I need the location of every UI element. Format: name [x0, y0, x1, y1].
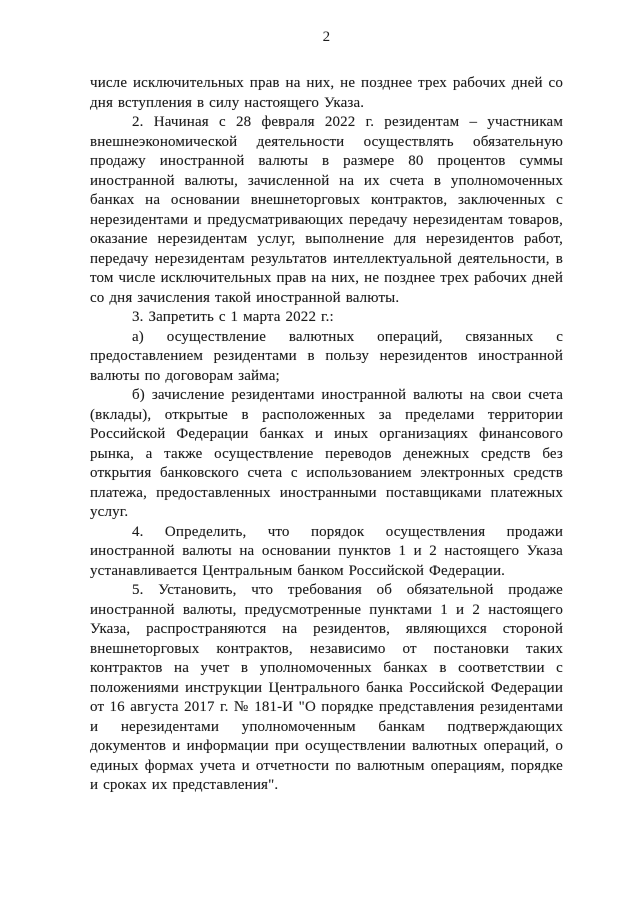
paragraph-item-4: 4. Определить, что порядок осуществления продажи иностранной валюты на основании пунктов 1 и 2 настоящего Указа устанавливается Центральным банком Российской Федерации.	[90, 523, 563, 579]
document-body	[90, 74, 563, 796]
page-number: 2	[322, 29, 331, 45]
paragraph-item-2: 2. Начиная с 28 февраля 2022 г. резидентам – участникам внешнеэкономической деятельности осуществлять обязательную продажу иностранной валюты в размере 80 процентов суммы иностранной валюты, зачисленной на их счета в уполномоченных банках на основании внешнеторговых контрактов, заключенных с нерезидентами и предусматривающих передачу нерезидентам товаров, оказание нерезидентам услуг, выполнение для нерезидентов работ, передачу нерезидентам результатов интеллектуальной деятельности, в том числе исключительных прав на них, не позднее трех рабочих дней со дня зачисления такой иностранной валюты.	[90, 114, 563, 306]
paragraph-item-3b: б) зачисление резидентами иностранной валюты на свои счета (вклады), открытые в расположенных за пределами территории Российской Федерации банках и иных организациях финансового рынка, а также осуществление переводов денежных средств без открытия банковского счета с использованием электронных средств платежа, предоставленных иностранными поставщиками платежных услуг.	[90, 387, 563, 520]
paragraph-item-5: 5. Установить, что требования об обязательной продаже иностранной валюты, предусмотренные пунктами 1 и 2 настоящего Указа, распространяются на резидентов, являющихся стороной внешнеторговых контрактов, независимо от постановки таких контрактов на учет в уполномоченных банках в соответствии с положениями инструкции Центрального банка Российской Федерации от 16 августа 2017 г. № 181-И "О порядке представления резидентами и нерезидентами уполномоченным банкам подтверждающих документов и информации при осуществлении валютных операций, о единых формах учета и отчетности по валютным операциям, порядке и сроках их представления".	[90, 582, 563, 793]
paragraph-continuation: числе исключительных прав на них, не позднее трех рабочих дней со дня вступления в силу настоящего Указа.	[90, 75, 563, 111]
paragraph-item-3: 3. Запретить с 1 марта 2022 г.:	[132, 309, 334, 325]
paragraph-item-3a: а) осуществление валютных операций, связанных с предоставлением резидентами в пользу нерезидентов иностранной валюты по договорам займа;	[90, 328, 563, 384]
